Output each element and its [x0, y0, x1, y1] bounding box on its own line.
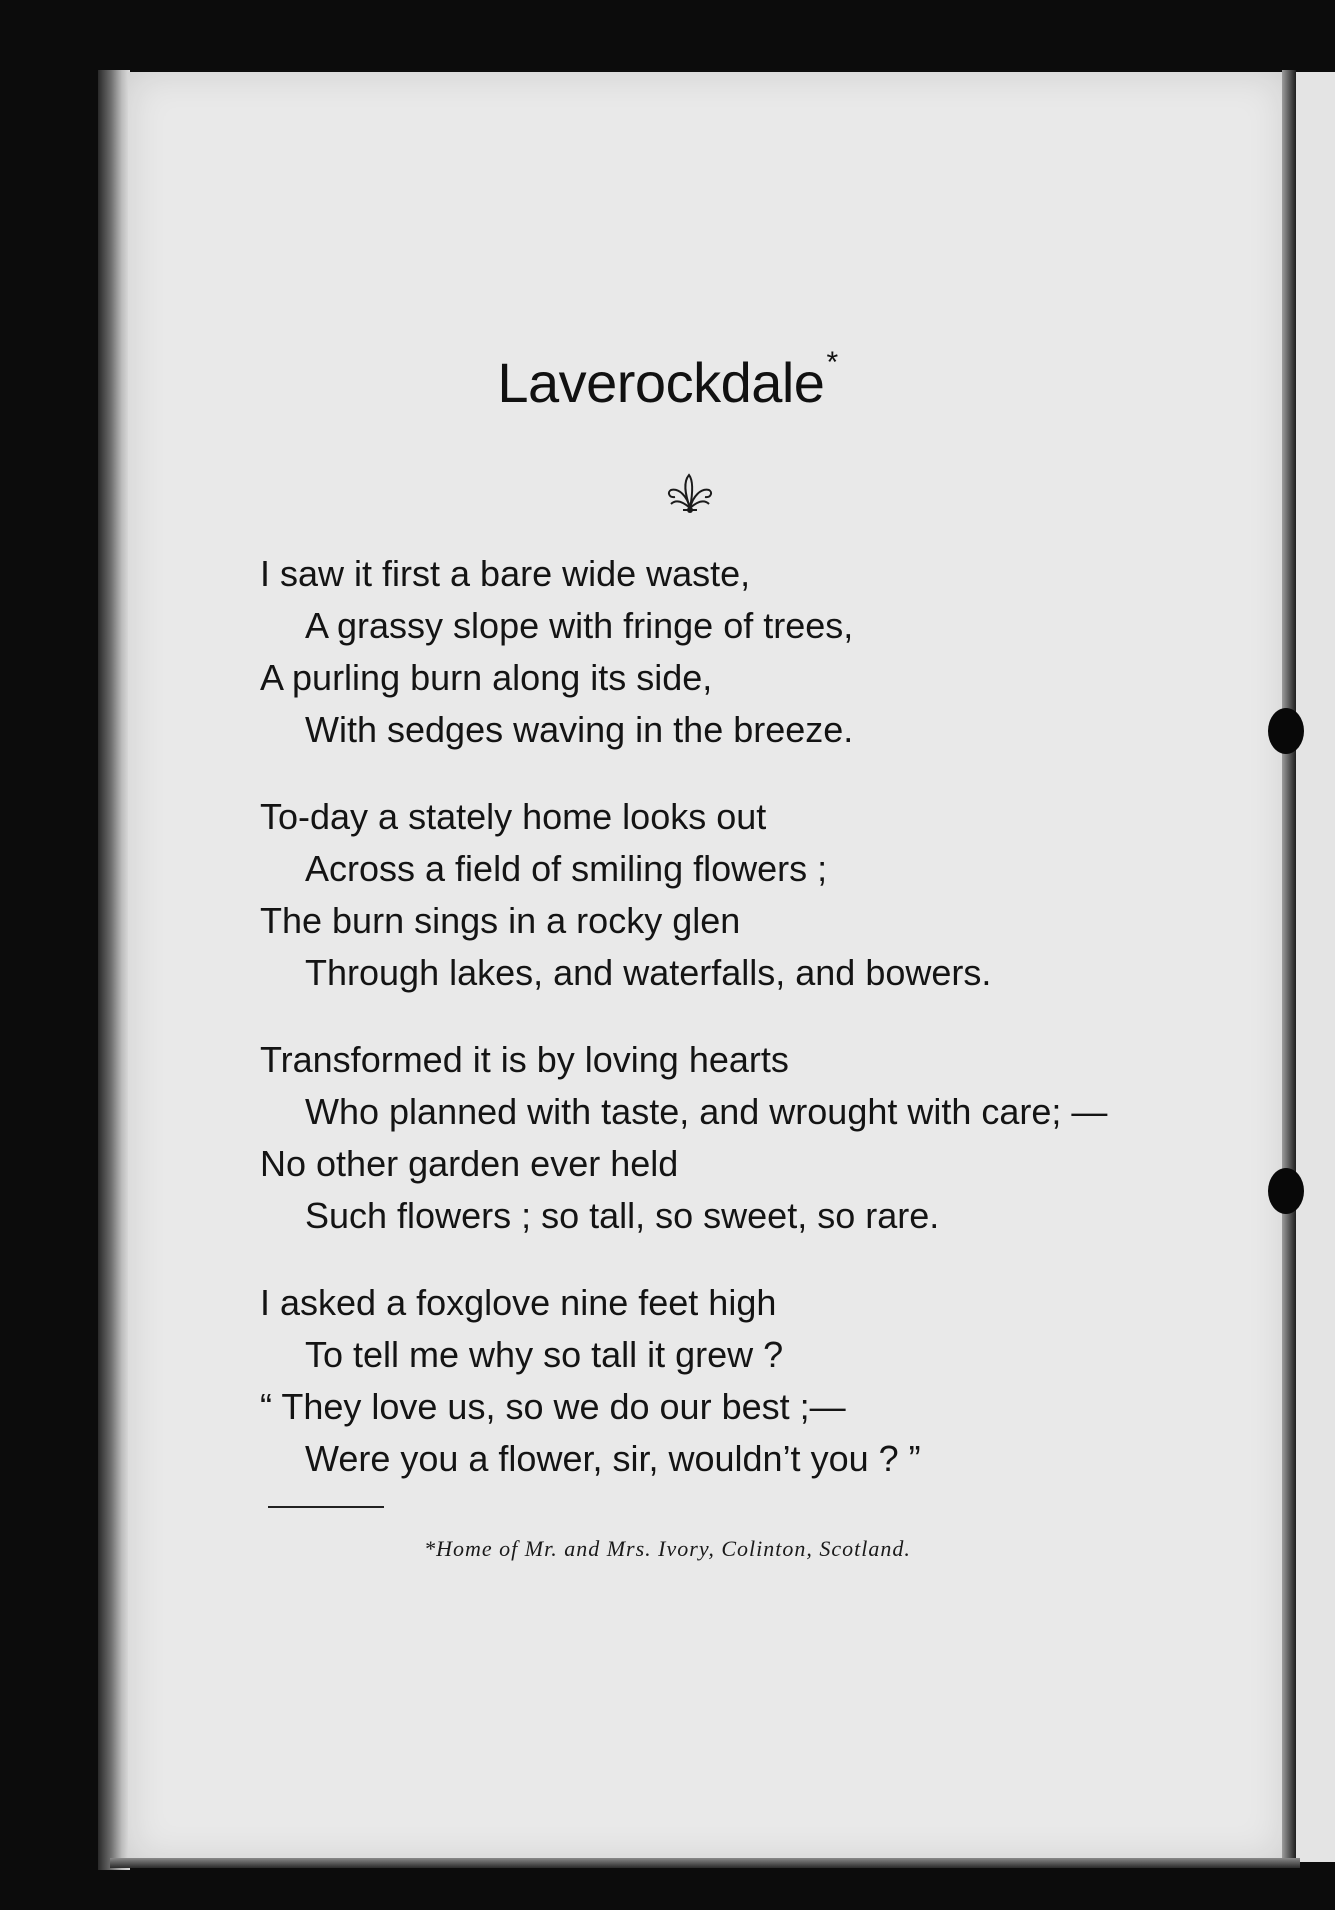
- poem-line: To tell me why so tall it grew ?: [305, 1334, 784, 1375]
- poem-line: Were you a flower, sir, wouldn’t you ? ”: [305, 1438, 921, 1479]
- page-bottom-edge: [110, 1858, 1300, 1868]
- poem-line: I asked a foxglove nine feet high: [260, 1282, 777, 1323]
- poem-line: I saw it first a bare wide waste,: [260, 553, 751, 594]
- title-footnote-mark: *: [826, 346, 838, 379]
- poem-line: The burn sings in a rocky glen: [260, 900, 741, 941]
- title-text: Laverockdale: [497, 351, 825, 414]
- poem-line: “ They love us, so we do our best ;—: [260, 1386, 846, 1427]
- stanza-1: [260, 548, 1260, 756]
- poem-body: [260, 548, 1260, 1520]
- footnote: *Home of Mr. and Mrs. Ivory, Colinton, Scotland.: [424, 1536, 911, 1561]
- poem-line: Across a field of smiling flowers ;: [305, 848, 828, 889]
- punch-hole: [1268, 1168, 1304, 1214]
- poem-line: A grassy slope with fringe of trees,: [305, 605, 854, 646]
- stanza-2: [260, 791, 1260, 999]
- next-page-strip: [1296, 72, 1335, 1862]
- stanza-3: [260, 1034, 1260, 1242]
- poem-line: With sedges waving in the breeze.: [305, 709, 854, 750]
- page-right-edge: [1282, 70, 1296, 1860]
- poem-line: Transformed it is by loving hearts: [260, 1039, 789, 1080]
- punch-hole: [1268, 708, 1304, 754]
- poem-line: To-day a stately home looks out: [260, 796, 767, 837]
- poem-line: Who planned with taste, and wrought with care; —: [305, 1091, 1108, 1132]
- poem-line: Such flowers ; so tall, so sweet, so rare.: [305, 1195, 940, 1236]
- poem-line: A purling burn along its side,: [260, 657, 713, 698]
- poem-title: [0, 346, 1335, 415]
- fleuron-icon: [665, 470, 715, 514]
- stanza-4: [260, 1277, 1260, 1485]
- poem-line: No other garden ever held: [260, 1143, 679, 1184]
- page-left-edge: [98, 70, 130, 1870]
- poem-line: Through lakes, and waterfalls, and bowers.: [305, 952, 992, 993]
- footnote-rule: [268, 1506, 384, 1508]
